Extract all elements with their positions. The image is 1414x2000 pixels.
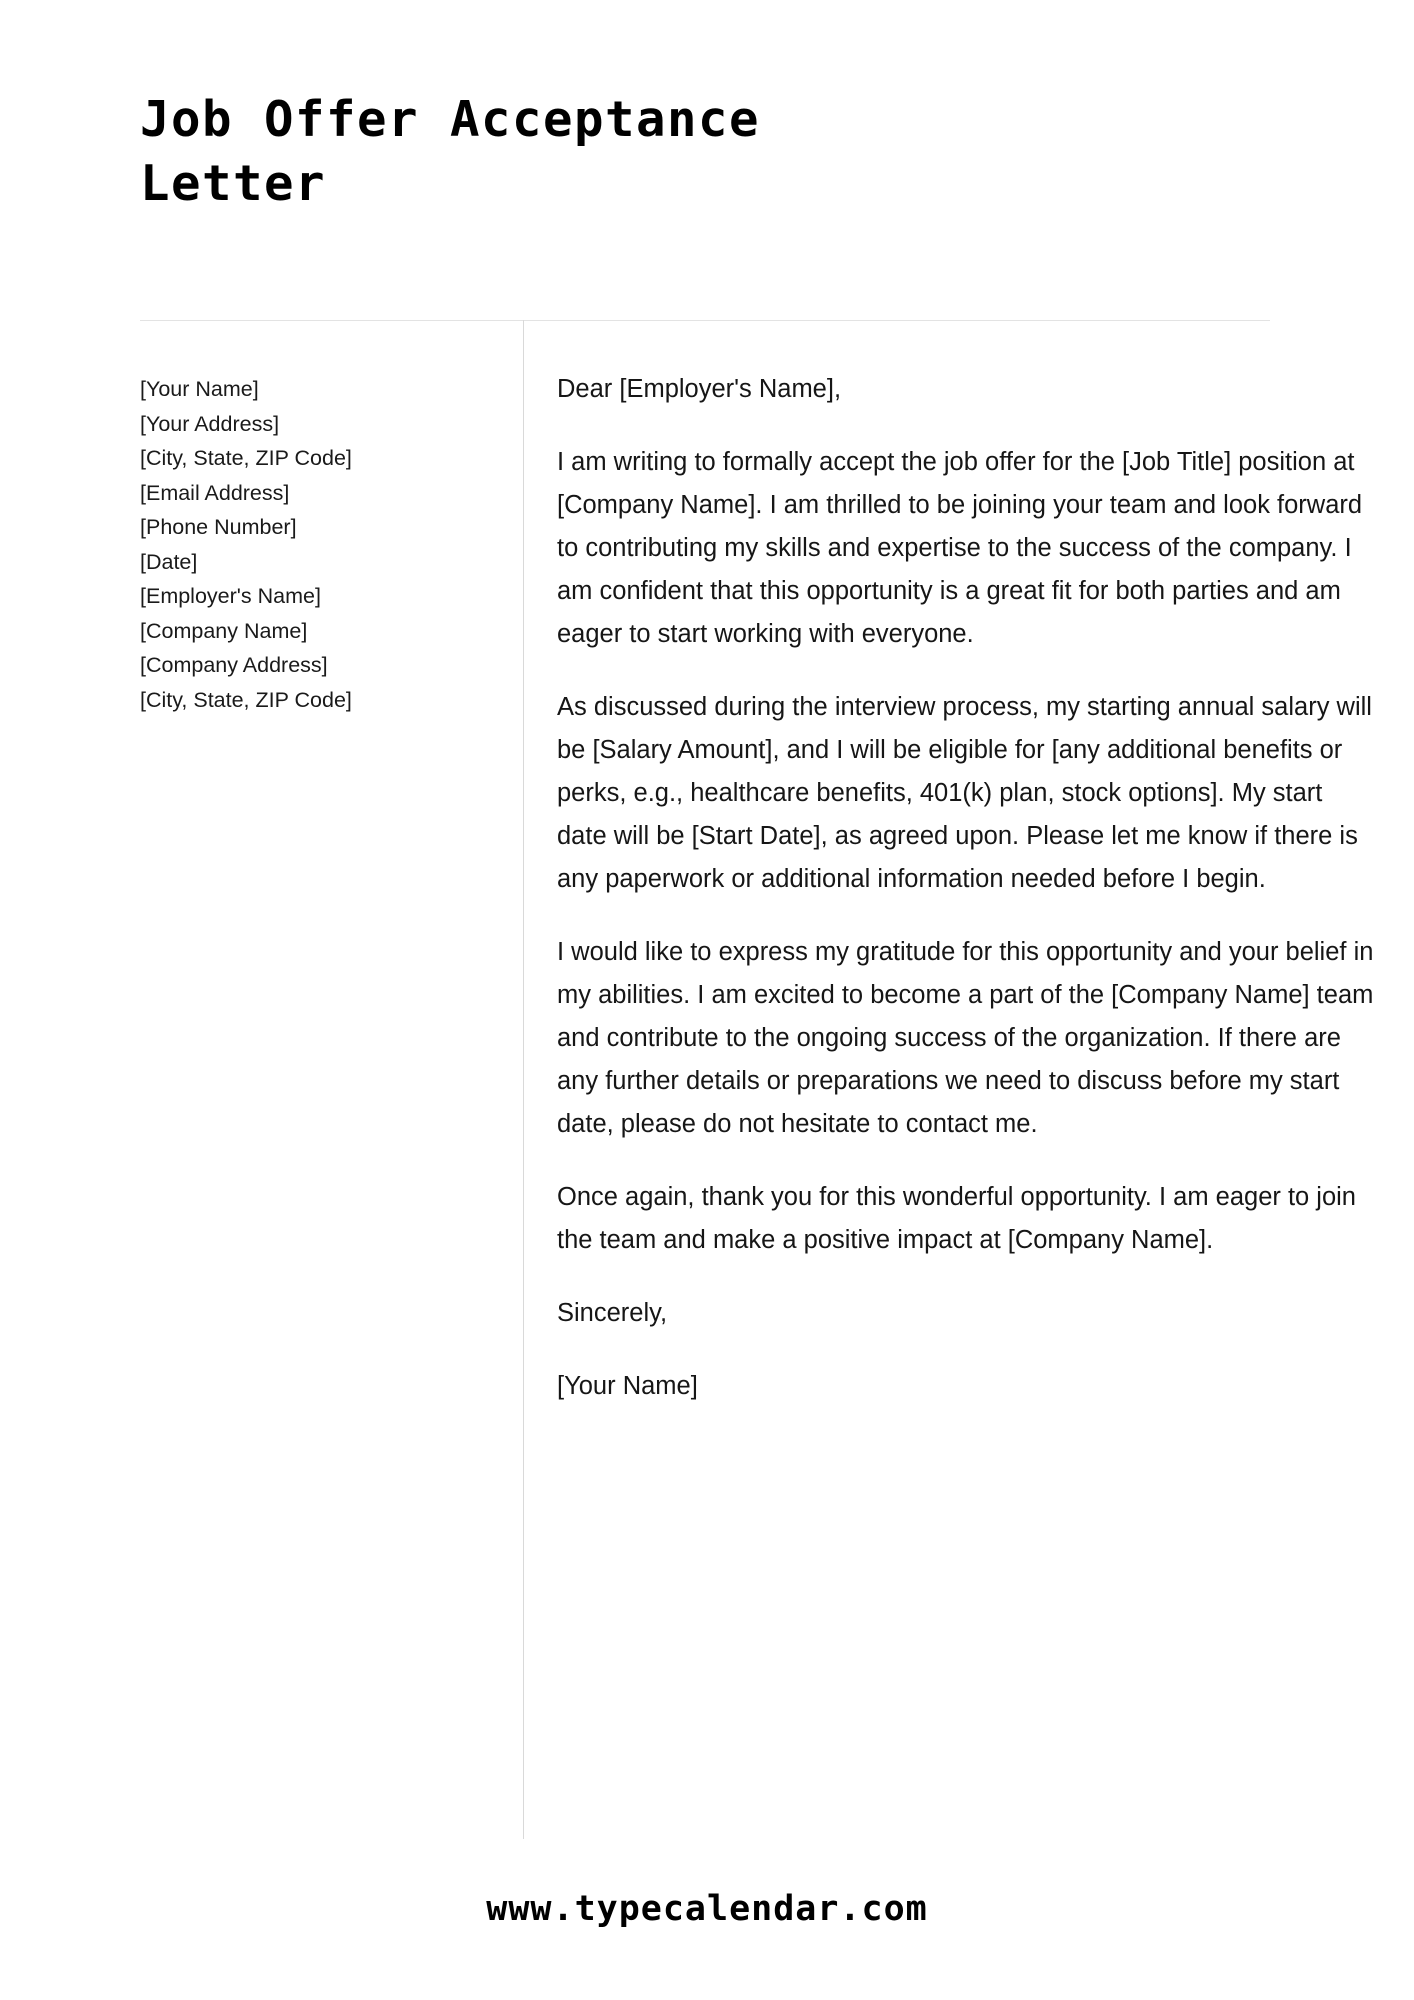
signature: [Your Name] bbox=[557, 1372, 698, 1400]
address-line: [Your Address] bbox=[140, 411, 280, 436]
address-line: [Phone Number] bbox=[140, 515, 297, 539]
body-paragraph: As discussed during the interview process, my starting annual salary will be [Salary Amount], and I will be eligible for [any additional benefits or perks, e.g., healthcare benefits, 401(k) plan, stock options]. My start date will be [Start Date], as agreed upon. Please let me know if there is any paperwork or additional information needed before I begin. bbox=[557, 693, 1372, 893]
column-divider bbox=[523, 320, 524, 1839]
address-line: [Email Address] bbox=[140, 480, 290, 505]
letter-body bbox=[557, 368, 1377, 1408]
address-line: [Employer's Name] bbox=[140, 584, 321, 608]
sender-address-block bbox=[140, 372, 480, 717]
address-line: [City, State, ZIP Code] bbox=[140, 446, 352, 470]
salutation: Dear [Employer's Name], bbox=[557, 375, 842, 403]
page-title: Job Offer Acceptance Letter bbox=[140, 91, 761, 212]
address-line: [Date] bbox=[140, 549, 198, 574]
header-divider bbox=[140, 320, 1270, 321]
body-paragraph: Once again, thank you for this wonderful opportunity. I am eager to join the team and make a positive impact at [Company Name]. bbox=[557, 1183, 1356, 1254]
address-line: [Company Address] bbox=[140, 653, 328, 677]
address-line: [Company Name] bbox=[140, 618, 308, 643]
address-line: [Your Name] bbox=[140, 377, 259, 401]
closing: Sincerely, bbox=[557, 1299, 668, 1327]
footer-url: www.typecalendar.com bbox=[486, 1889, 928, 1929]
body-paragraph: I am writing to formally accept the job offer for the [Job Title] position at [Company Name]. I am thrilled to be joining your team and look forward to contributing my skills and expertise to the success of the company. I am confident that this opportunity is a great fit for both parties and am eager to start working with everyone. bbox=[557, 448, 1363, 648]
body-paragraph: I would like to express my gratitude for this opportunity and your belief in my abilities. I am excited to become a part of the [Company Name] team and contribute to the ongoing success of the organization. If there are any further details or preparations we need to discuss before my start date, please do not hesitate to contact me. bbox=[557, 938, 1374, 1138]
address-line: [City, State, ZIP Code] bbox=[140, 687, 352, 712]
